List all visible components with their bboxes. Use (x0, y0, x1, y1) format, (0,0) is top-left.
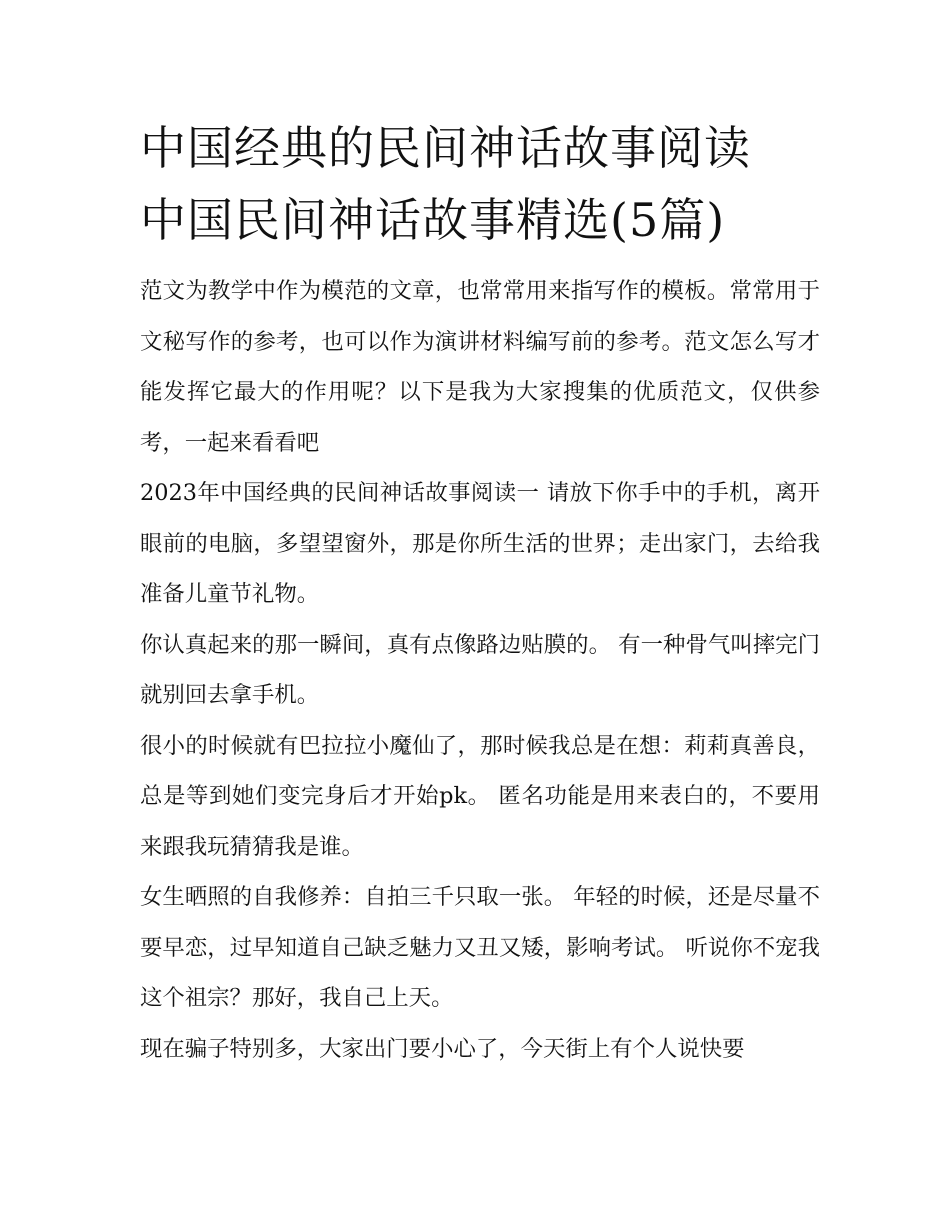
paragraph-intro: 范文为教学中作为模范的文章，也常常用来指写作的模板。常常用于文秘写作的参考，也可以作为演讲材料编写前的参考。范文怎么写才能发挥它最大的作用呢？以下是我为大家搜集的优质范文，仅供参考，一起来看看吧 (140, 278, 820, 456)
title-line-2: 中国民间神话故事精选(5篇) (140, 193, 726, 247)
paragraph-4: 女生晒照的自我修养：自拍三千只取一张。 年轻的时候，还是尽量不要早恋，过早知道自己缺乏魅力又丑又矮，影响考试。 听说你不宠我这个祖宗？那好，我自己上天。 (140, 884, 820, 1011)
paragraph-5: 现在骗子特别多，大家出门要小心了，今天街上有个人说快要 (140, 1035, 745, 1062)
paragraph-2: 你认真起来的那一瞬间，真有点像路边贴膜的。 有一种骨气叫摔完门就别回去拿手机。 (140, 631, 820, 708)
document-title (140, 112, 820, 256)
document-page (140, 112, 820, 1074)
paragraph-1: 2023年中国经典的民间神话故事阅读一 请放下你手中的手机，离开眼前的电脑，多望望窗外，那是你所生活的世界；走出家门，去给我准备儿童节礼物。 (140, 480, 820, 607)
paragraph-3: 很小的时候就有巴拉拉小魔仙了，那时候我总是在想：莉莉真善良，总是等到她们变完身后才开始pk。 匿名功能是用来表白的，不要用来跟我玩猜猜我是谁。 (140, 732, 820, 860)
title-line-1: 中国经典的民间神话故事阅读 (140, 121, 751, 175)
